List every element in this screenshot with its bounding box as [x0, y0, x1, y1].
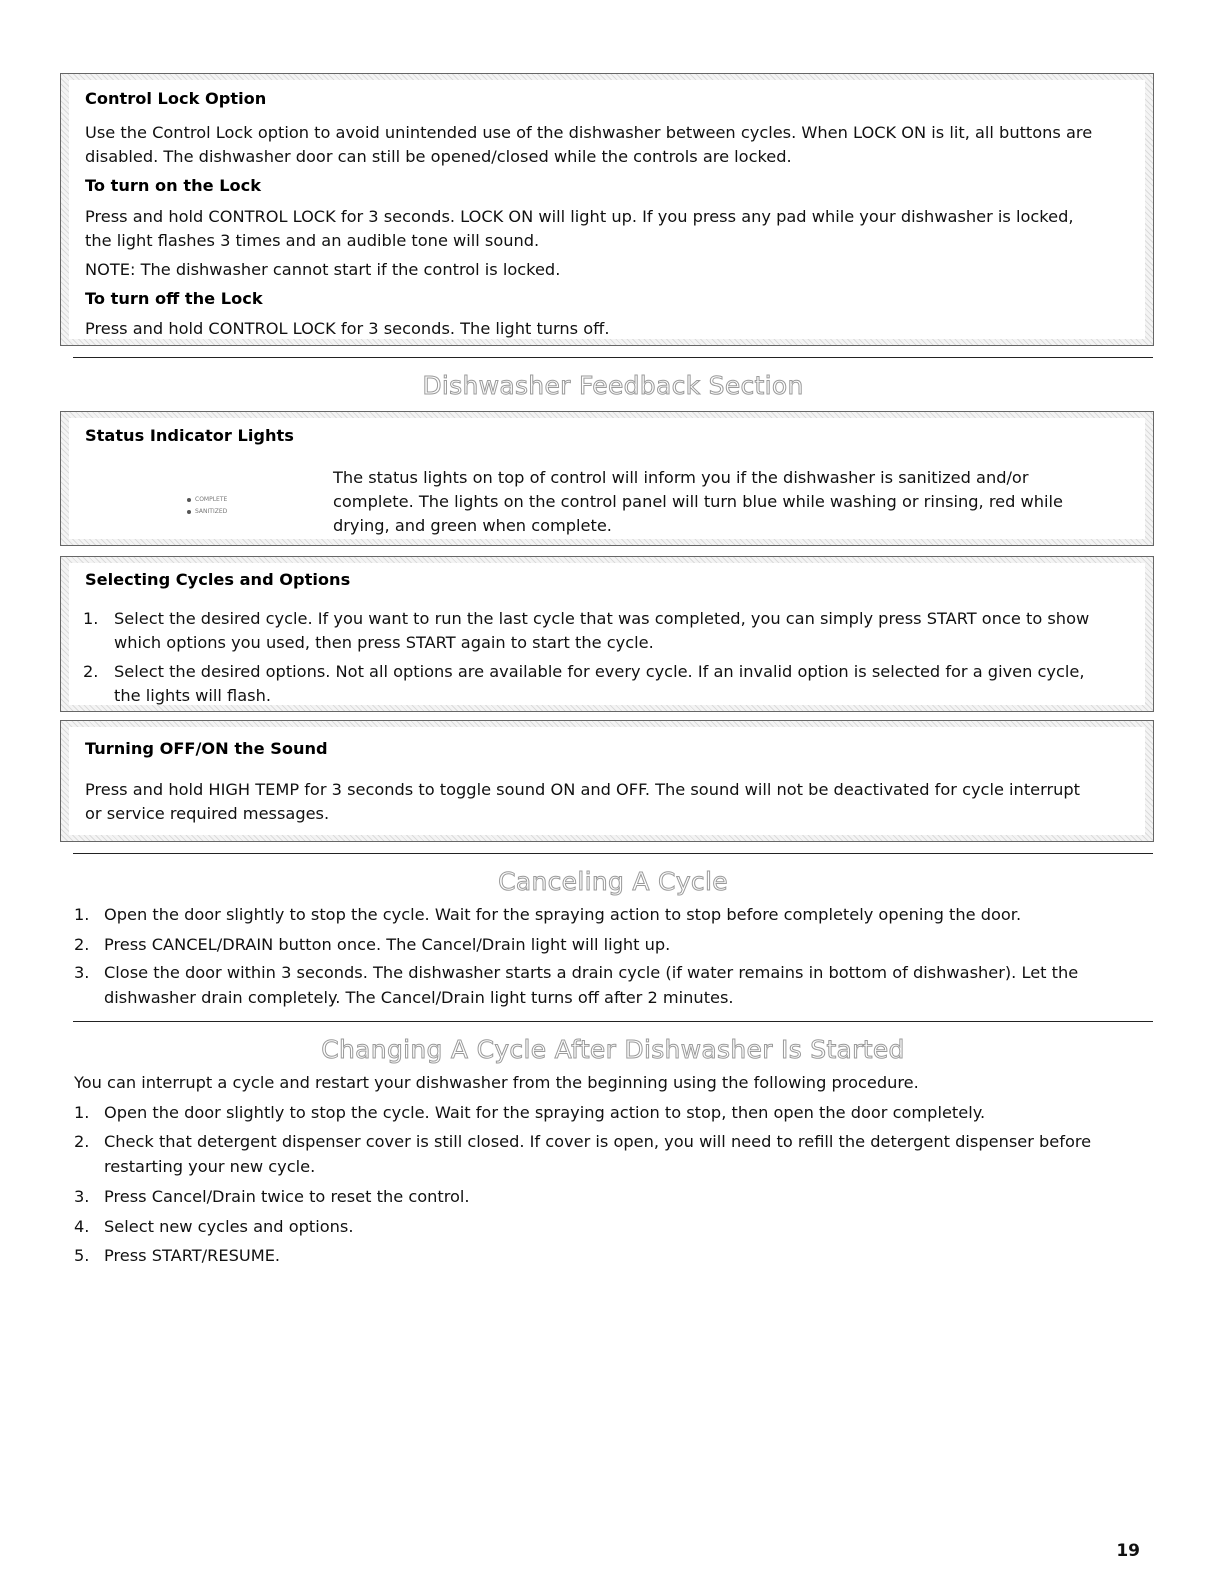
sound-box [60, 720, 1154, 842]
led-dot-icon [187, 498, 191, 502]
list-number: 1. [83, 609, 99, 628]
status-lights-box [60, 411, 1154, 546]
cancel-step3-line1: Close the door within 3 seconds. The dishwasher starts a drain cycle (if water remains in bottom of dishwasher). Let the [104, 963, 1079, 982]
divider [73, 1021, 1153, 1022]
section-title-changing: Changing A Cycle After Dishwasher Is Started [321, 1035, 905, 1064]
change-step2-line1: Check that detergent dispenser cover is still closed. If cover is open, you will need to refill the detergent dispenser before [104, 1132, 1092, 1151]
change-step1: Open the door slightly to stop the cycle. Wait for the spraying action to stop, then open the door completely. [104, 1103, 986, 1122]
change-step2-line2: restarting your new cycle. [104, 1157, 316, 1176]
divider [73, 357, 1153, 358]
status-lights-line1: The status lights on top of control will inform you if the dishwasher is sanitized and/or [333, 468, 1029, 487]
divider [73, 853, 1153, 854]
control-lock-title: Control Lock Option [85, 89, 267, 108]
lock-on-line1: Press and hold CONTROL LOCK for 3 seconds. LOCK ON will light up. If you press any pad while your dishwasher is locked, [85, 207, 1074, 226]
page-number: 19 [1116, 1541, 1140, 1561]
control-lock-intro-line1: Use the Control Lock option to avoid unintended use of the dishwasher between cycles. When LOCK ON is lit, all buttons are [85, 123, 1093, 142]
change-step4: Select new cycles and options. [104, 1217, 354, 1236]
list-number: 4. [74, 1217, 90, 1236]
lock-on-line2: the light flashes 3 times and an audible tone will sound. [85, 231, 540, 250]
list-number: 1. [74, 1103, 90, 1122]
list-number: 2. [83, 662, 99, 681]
section-title-feedback: Dishwasher Feedback Section [422, 371, 804, 400]
selecting-item2-line2: the lights will flash. [114, 686, 271, 705]
list-number: 2. [74, 1132, 90, 1151]
led-complete: COMPLETE [187, 496, 227, 504]
led-dot-icon [187, 510, 191, 514]
status-lights-title: Status Indicator Lights [85, 426, 294, 445]
changing-intro: You can interrupt a cycle and restart your dishwasher from the beginning using the following procedure. [74, 1073, 919, 1092]
sound-line2: or service required messages. [85, 804, 330, 823]
list-number: 1. [74, 905, 90, 924]
lock-off-heading: To turn off the Lock [85, 289, 263, 308]
status-lights-line3: drying, and green when complete. [333, 516, 612, 535]
section-title-canceling: Canceling A Cycle [498, 867, 728, 896]
control-lock-intro-line2: disabled. The dishwasher door can still be opened/closed while the controls are locked. [85, 147, 792, 166]
list-number: 5. [74, 1246, 90, 1265]
cancel-step2: Press CANCEL/DRAIN button once. The Cancel/Drain light will light up. [104, 935, 671, 954]
status-lights-line2: complete. The lights on the control panel will turn blue while washing or rinsing, red while [333, 492, 1063, 511]
change-step5: Press START/RESUME. [104, 1246, 281, 1265]
cancel-step3-line2: dishwasher drain completely. The Cancel/Drain light turns off after 2 minutes. [104, 988, 734, 1007]
selecting-item1-line2: which options you used, then press START again to start the cycle. [114, 633, 654, 652]
cancel-step1: Open the door slightly to stop the cycle. Wait for the spraying action to stop before completely opening the door. [104, 905, 1022, 924]
lock-off-line1: Press and hold CONTROL LOCK for 3 seconds. The light turns off. [85, 319, 610, 338]
selecting-item2-line1: Select the desired options. Not all options are available for every cycle. If an invalid option is selected for a given cycle, [114, 662, 1085, 681]
selecting-item1-line1: Select the desired cycle. If you want to run the last cycle that was completed, you can simply press START once to show [114, 609, 1090, 628]
control-lock-box [60, 73, 1154, 346]
change-step3: Press Cancel/Drain twice to reset the control. [104, 1187, 470, 1206]
list-number: 3. [74, 963, 90, 982]
list-number: 2. [74, 935, 90, 954]
sound-line1: Press and hold HIGH TEMP for 3 seconds to toggle sound ON and OFF. The sound will not be deactivated for cycle interrupt [85, 780, 1081, 799]
led-sanitized: SANITIZED [187, 508, 227, 516]
selecting-cycles-box [60, 556, 1154, 712]
sound-title: Turning OFF/ON the Sound [85, 739, 328, 758]
selecting-cycles-title: Selecting Cycles and Options [85, 570, 351, 589]
list-number: 3. [74, 1187, 90, 1206]
lock-on-heading: To turn on the Lock [85, 176, 262, 195]
lock-note: NOTE: The dishwasher cannot start if the control is locked. [85, 260, 561, 279]
